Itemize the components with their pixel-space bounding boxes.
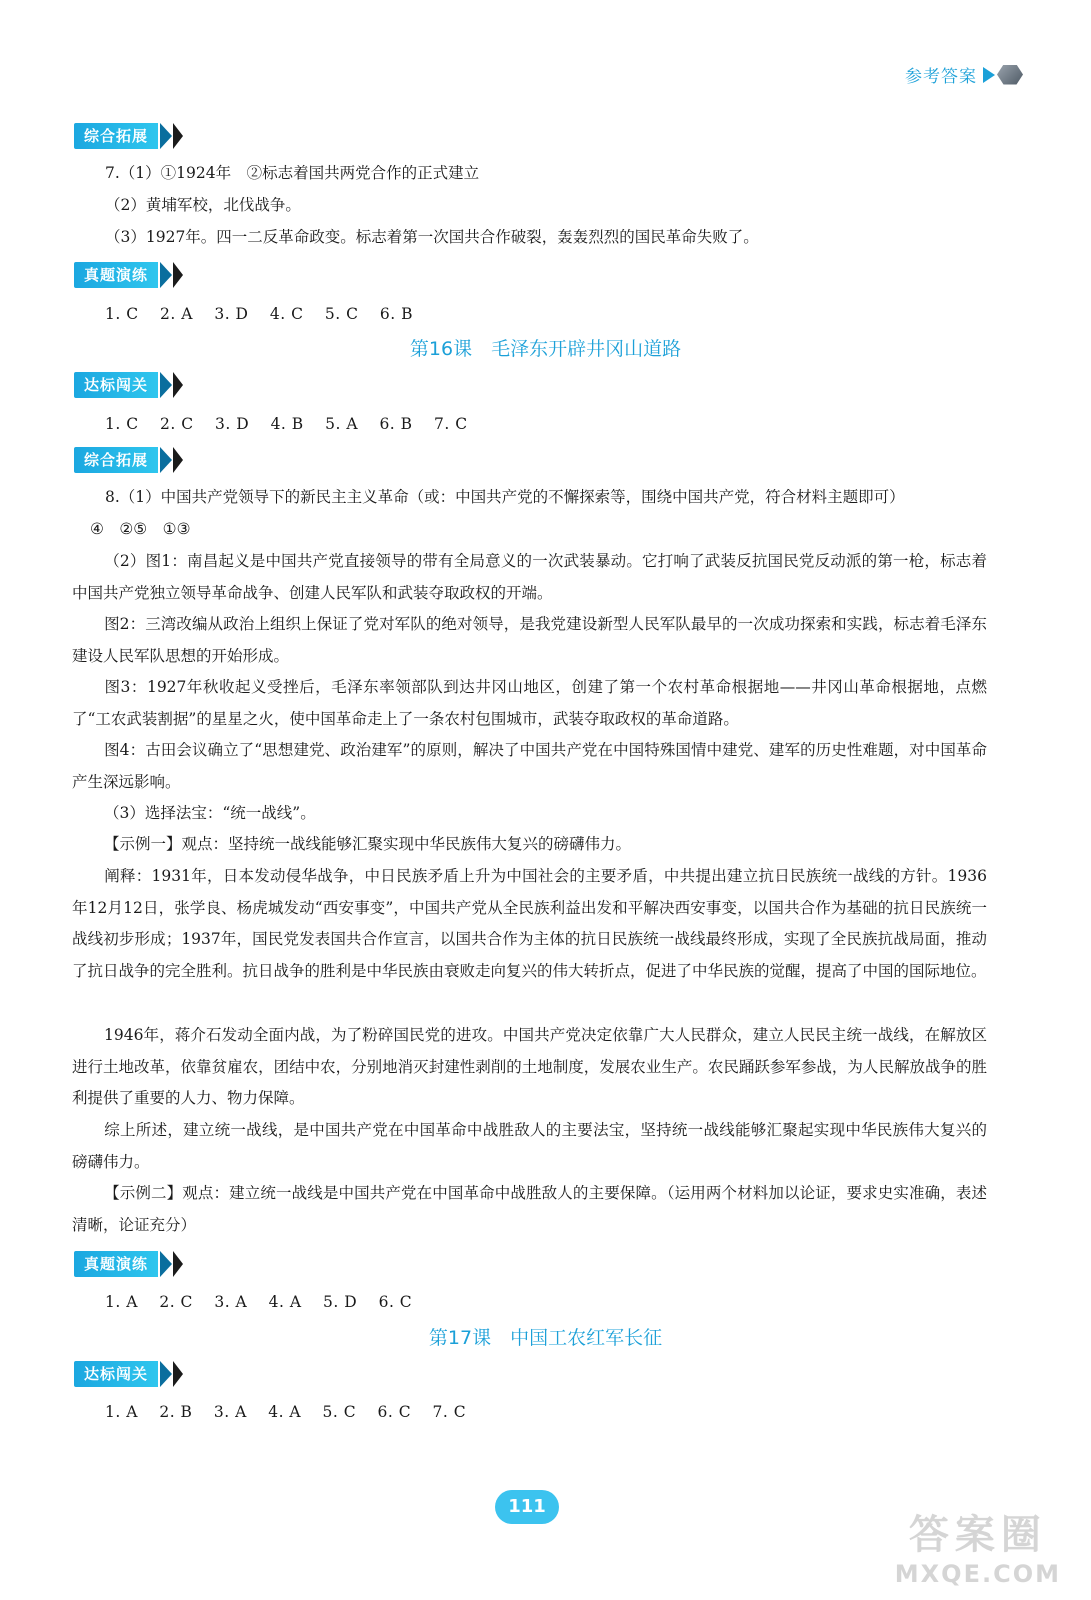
tag-label: 真题演练	[74, 262, 158, 288]
example1-paragraph	[72, 829, 987, 861]
lesson-16-title: 第16课 毛泽东开辟井冈山道路	[409, 338, 682, 360]
lesson-17-title: 第17课 中国工农红军长征	[428, 1327, 663, 1349]
watermark-logo	[895, 1503, 1061, 1588]
chevron-icon	[160, 262, 172, 288]
example2-paragraph	[72, 1178, 987, 1241]
chevron-icon	[160, 123, 172, 149]
q8-fig4-text: 图4：古田会议确立了“思想建党、政治建军”的原则，解决了中国共产党在中国特殊国情中建党、建军的历史性难题，对中国革命产生深远影响。	[72, 741, 987, 791]
tag-label: 综合拓展	[74, 123, 158, 149]
chevron-icon	[160, 447, 172, 473]
q7-part3: （3）1927年。四一二反革命政变。标志着第一次国共合作破裂，轰轰烈烈的国民革命失败了。	[105, 228, 759, 246]
answer-key-row: 1. A 2. C 3. A 4. A 5. D 6. C	[105, 1293, 413, 1311]
q8-part1: 8.（1）中国共产党领导下的新民主主义革命（或：中国共产党的不懈探索等，围绕中国共产党，符合材料主题即可）	[105, 488, 905, 506]
header-arrow-icon	[983, 67, 995, 83]
answer-key-row: 1. C 2. A 3. D 4. C 5. C 6. B	[105, 305, 414, 323]
answer-key-row: 1. A 2. B 3. A 4. A 5. C 6. C 7. C	[105, 1403, 467, 1421]
q7-part2: （2）黄埔军校，北伐战争。	[105, 196, 301, 214]
chevron-icon	[160, 372, 172, 398]
header-label: 参考答案	[905, 67, 977, 87]
q8-fig3-text: 图3：1927年秋收起义受挫后，毛泽东率领部队到达井冈山地区，创建了第一个农村革命根据地——井冈山革命根据地，点燃了“工农武装割据”的星星之火，使中国革命走上了一条农村包围城市，武装夺取政权的革命道路。	[72, 678, 987, 728]
q8-fig3-paragraph	[72, 672, 987, 735]
tag-zonghe-tuozhan-2	[74, 447, 183, 473]
tag-dabiao-chuangguan-2	[74, 1361, 183, 1387]
tag-zhenti-yanlian-2	[74, 1251, 183, 1277]
hexagon-icon	[997, 65, 1023, 85]
explain1-paragraph	[72, 861, 987, 987]
q7-part1: 7.（1）①1924年 ②标志着国共两党合作的正式建立	[105, 164, 480, 182]
explain1-text: 阐释：1931年，日本发动侵华战争，中日民族矛盾上升为中国社会的主要矛盾，中共提出建立抗日民族统一战线的方针。1936年12月12日，张学良、杨虎城发动“西安事变”，中国共产党从全民族利益出发和平解决西安事变，以国共合作为基础的抗日民族统一战线初步形成；1937年，国民党发表国共合作宣言，以国共合作为主体的抗日民族统一战线最终形成，实现了全民族抗战局面，推动了抗日战争的完全胜利。抗日战争的胜利是中华民族由衰败走向复兴的伟大转折点，促进了中华民族的觉醒，提高了中国的国际地位。	[72, 867, 987, 980]
q8-fig2-paragraph	[72, 609, 987, 672]
q8-fig2-text: 图2：三湾改编从政治上组织上保证了党对军队的绝对领导，是我党建设新型人民军队最早的一次成功探索和实践，标志着毛泽东建设人民军队思想的开始形成。	[72, 615, 987, 665]
chevron-icon	[173, 123, 183, 149]
header-answer-tag	[905, 62, 1023, 87]
explain2-text: 1946年，蒋介石发动全面内战，为了粉碎国民党的进攻。中国共产党决定依靠广大人民群众，建立人民民主统一战线，在解放区进行土地改革，依靠贫雇农，团结中农，分别地消灭封建性剥削的土地制度，发展农业生产。农民踊跃参军参战，为人民解放战争的胜利提供了重要的人力、物力保障。	[72, 1026, 987, 1107]
q8-fig1-text: （2）图1：南昌起义是中国共产党直接领导的带有全局意义的一次武装暴动。它打响了武装反抗国民党反动派的第一枪，标志着中国共产党独立领导革命战争、创建人民军队和武装夺取政权的开端。	[72, 552, 987, 602]
chevron-icon	[160, 1251, 172, 1277]
q8-part3-paragraph	[72, 798, 987, 830]
page-number: 111	[495, 1490, 559, 1524]
watermark-url: MXQE.COM	[894, 1560, 1061, 1588]
chevron-icon	[173, 372, 183, 398]
chevron-icon	[173, 1361, 183, 1387]
example1-text: 【示例一】观点：坚持统一战线能够汇聚实现中华民族伟大复兴的磅礴伟力。	[104, 835, 632, 853]
explain2-paragraph	[72, 1020, 987, 1115]
tag-label: 综合拓展	[74, 447, 158, 473]
chevron-icon	[173, 262, 183, 288]
chevron-icon	[160, 1361, 172, 1387]
explain3-paragraph	[72, 1115, 987, 1178]
tag-label: 达标闯关	[74, 1361, 158, 1387]
q8-fig1-paragraph	[72, 546, 987, 609]
q8-part1-options: ④ ②⑤ ①③	[90, 520, 191, 538]
tag-dabiao-chuangguan-1	[74, 372, 183, 398]
tag-label: 达标闯关	[74, 372, 158, 398]
tag-zonghe-tuozhan-1	[74, 123, 183, 149]
watermark-text: 答案圈	[908, 1512, 1047, 1558]
example2-text: 【示例二】观点：建立统一战线是中国共产党在中国革命中战胜敌人的主要保障。（运用两个材料加以论证，要求史实准确，表述清晰，论证充分）	[72, 1184, 987, 1234]
answer-key-row: 1. C 2. C 3. D 4. B 5. A 6. B 7. C	[105, 415, 468, 433]
explain3-text: 综上所述，建立统一战线，是中国共产党在中国革命中战胜敌人的主要法宝，坚持统一战线能够汇聚起实现中华民族伟大复兴的磅礴伟力。	[72, 1121, 987, 1171]
q8-part3-text: （3）选择法宝：“统一战线”。	[104, 804, 316, 822]
tag-label: 真题演练	[74, 1251, 158, 1277]
q8-fig4-paragraph	[72, 735, 987, 798]
chevron-icon	[173, 447, 183, 473]
tag-zhenti-yanlian-1	[74, 262, 183, 288]
chevron-icon	[173, 1251, 183, 1277]
